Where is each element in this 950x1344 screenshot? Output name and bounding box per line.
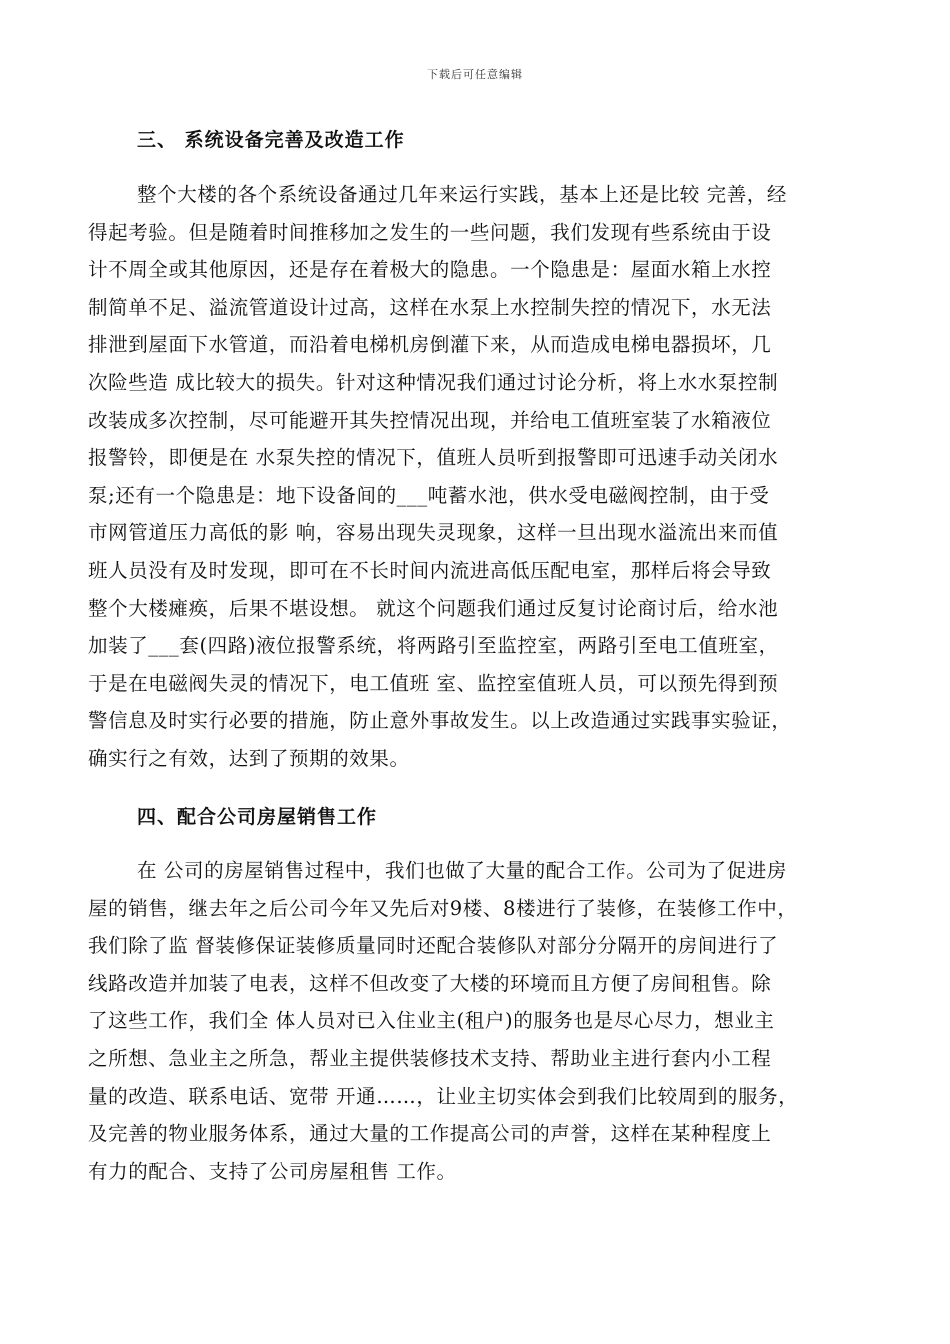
paragraph-line: 排泄到屋面下水管道，而沿着电梯机房倒灌下来，从而造成电梯电器损坏，几: [88, 333, 772, 357]
paragraph-line: 及完善的物业服务体系，通过大量的工作提高公司的声誉，这样在某种程度上: [88, 1122, 772, 1146]
paragraph-line: 改装成多次控制，尽可能避开其失控情况出现，并给电工值班室装了水箱液位: [88, 408, 772, 432]
paragraph-line: 线路改造并加装了电表，这样不但改变了大楼的环境而且方便了房间租售。除: [88, 971, 772, 995]
paragraph-line: 整个大楼的各个系统设备通过几年来运行实践，基本上还是比较 完善，经: [137, 183, 787, 206]
paragraph-line: 制简单不足、溢流管道设计过高，这样在水泵上水控制失控的情况下，水无法: [88, 295, 772, 319]
paragraph-line: 整个大楼瘫痪，后果不堪设想。 就这个问题我们通过反复讨论商讨后，给水池: [88, 596, 779, 620]
paragraph-line: 有力的配合、支持了公司房屋租售 工作。: [88, 1159, 457, 1183]
paragraph-line: 量的改造、联系电话、宽带 开通……，让业主切实体会到我们比较周到的服务，: [88, 1084, 799, 1108]
section-4-paragraph: [88, 852, 868, 1190]
paragraph-line: 确实行之有效，达到了预期的效果。: [88, 746, 410, 770]
paragraph-line: 得起考验。但是随着时间推移加之发生的一些问题，我们发现有些系统由于设: [88, 220, 772, 244]
section-heading-3: 三、 系统设备完善及改造工作: [137, 129, 405, 151]
paragraph-line: 报警铃，即便是在 水泵失控的情况下，值班人员听到报警即可迅速手动关闭水: [88, 446, 779, 470]
paragraph-line: 了这些工作，我们全 体人员对已入住业主(租户)的服务也是尽心尽力，想业主: [88, 1009, 775, 1033]
paragraph-line: 于是在电磁阀失灵的情况下，电工值班 室、监控室值班人员，可以预先得到预: [88, 671, 779, 695]
paragraph-line: 市网管道压力高低的影 响，容易出现失灵现象，这样一旦出现水溢流出来而值: [88, 521, 779, 545]
paragraph-line: 班人员没有及时发现，即可在不长时间内流进高低压配电室，那样后将会导致: [88, 558, 772, 582]
paragraph-line: 在 公司的房屋销售过程中，我们也做了大量的配合工作。公司为了促进房: [137, 859, 787, 882]
section-heading-4: 四、配合公司房屋销售工作: [137, 806, 378, 828]
paragraph-line: 计不周全或其他原因，还是存在着极大的隐患。一个隐患是：屋面水箱上水控: [88, 258, 772, 282]
section-3-paragraph: [88, 176, 868, 778]
paragraph-line: 我们除了监 督装修保证装修质量同时还配合装修队对部分分隔开的房间进行了: [88, 934, 779, 958]
paragraph-line: 次险些造 成比较大的损失。针对这种情况我们通过讨论分析，将上水水泵控制: [88, 370, 779, 394]
paragraph-line: 加装了___套(四路)液位报警系统，将两路引至监控室，两路引至电工值班室，: [88, 634, 779, 658]
paragraph-line: 泵;还有一个隐患是：地下设备间的___吨蓄水池，供水受电磁阀控制，由于受: [88, 483, 770, 507]
header-note: 下载后可任意编辑: [427, 68, 523, 81]
paragraph-line: 警信息及时实行必要的措施，防止意外事故发生。以上改造通过实践事实验证，: [88, 709, 792, 733]
paragraph-line: 屋的销售，继去年之后公司今年又先后对9楼、8楼进行了装修，在装修工作中，: [88, 896, 798, 920]
paragraph-line: 之所想、急业主之所急，帮业主提供装修技术支持、帮助业主进行套内小工程: [88, 1046, 772, 1070]
